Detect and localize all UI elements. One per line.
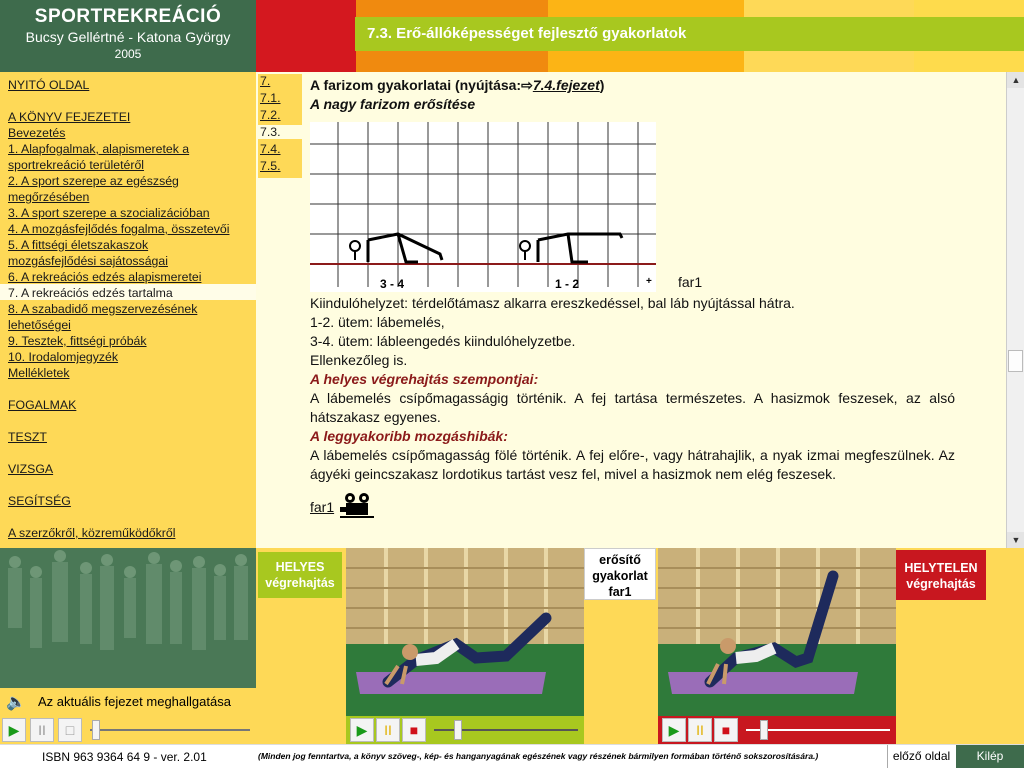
svg-text:+: +	[646, 276, 652, 287]
audio-label: Az aktuális fejezet meghallgatása	[38, 694, 231, 709]
brand-panel	[0, 0, 256, 72]
subnav-link-7-1[interactable]: 7.1.	[260, 91, 281, 105]
content-scrollbar[interactable]	[1006, 72, 1024, 548]
subchapter-navigation	[256, 72, 304, 548]
copyright-notice: (Minden jog fenntartva, a könyv szöveg-, kép- és hanganyagának egészének vagy részének bármilyen formában történő sokszorosítására.)	[258, 751, 819, 761]
speaker-icon[interactable]: 🔈	[6, 694, 26, 711]
audio-progress-handle[interactable]	[92, 720, 100, 740]
leftnav-item[interactable]: Mellékletek	[8, 366, 70, 380]
video2-progress-handle[interactable]	[760, 720, 768, 740]
leftnav-item[interactable]: TESZT	[8, 430, 47, 444]
audio-play-icon[interactable]: ▶	[2, 718, 26, 742]
figure-caption: far1	[678, 274, 703, 290]
isbn: ISBN 963 9364 64 9 - ver. 2.01	[42, 750, 207, 764]
authors: Bucsy Gellértné - Katona György	[25, 29, 231, 45]
leftnav-item[interactable]: SEGÍTSÉG	[8, 494, 71, 508]
audio-stop-icon[interactable]: □	[58, 718, 82, 742]
leftnav-item[interactable]: 6. A rekreációs edzés alapismeretei	[8, 270, 202, 284]
video1-controls	[346, 716, 584, 744]
previous-page-button[interactable]: előző oldal	[887, 745, 955, 768]
figure-label-1-2: 1 - 2	[555, 277, 580, 291]
video1-progress-handle[interactable]	[454, 720, 462, 740]
leftnav-item[interactable]: 4. A mozgásfejlődés fogalma, összetevői	[8, 222, 230, 236]
subnav-link-7-5[interactable]: 7.5.	[260, 159, 281, 173]
mistakes-text: A lábemelés csípőmagasság fölé történik. A fej előre-, vagy hátrahajlik, a nyak izmai megfeszülnek. Az ágyéki geincszakasz lordotikus tartást vesz fel, mivel a hasizmok nem elég feszesek.	[310, 447, 955, 482]
leftnav-item-active: 7. A rekreációs edzés tartalma	[8, 286, 173, 300]
leftnav-item[interactable]: megőrzésében	[8, 190, 90, 204]
video2-play-icon[interactable]: ▶	[662, 718, 686, 742]
video-link-far1[interactable]: far1	[310, 499, 335, 515]
audio-panel	[0, 688, 256, 716]
exercise-label: erősítő gyakorlat far1	[584, 548, 656, 600]
video2-controls	[658, 716, 896, 744]
leftnav-item[interactable]: 5. A fittségi életszakaszok	[8, 238, 149, 252]
content-line-3: 3-4. ütem: lábleengedés kiindulóhelyzetbe.	[310, 333, 576, 349]
mistakes-heading: A leggyakoribb mozgáshibák:	[310, 428, 508, 444]
leftnav-item[interactable]: 2. A sport szerepe az egészség	[8, 174, 179, 188]
leftnav-item[interactable]: A KÖNYV FEJEZETEI	[8, 110, 131, 124]
correct-execution-label: HELYES végrehajtás	[258, 552, 342, 598]
section-subheading: A nagy farizom erősítése	[310, 96, 476, 112]
leftnav-item[interactable]: NYITÓ OLDAL	[8, 78, 90, 92]
video1-play-icon[interactable]: ▶	[350, 718, 374, 742]
leftnav-item[interactable]: Bevezetés	[8, 126, 66, 140]
content-pane	[304, 72, 1006, 548]
leftnav-item[interactable]: sportrekreáció területéről	[8, 158, 145, 172]
content-line-2: 1-2. ütem: lábemelés,	[310, 314, 445, 330]
leftnav-item[interactable]: 1. Alapfogalmak, alapismeretek a	[8, 142, 190, 156]
subnav-link-7-4[interactable]: 7.4.	[260, 142, 281, 156]
video2-stop-icon[interactable]: ■	[714, 718, 738, 742]
figure-label-3-4: 3 - 4	[380, 277, 405, 291]
video1-stop-icon[interactable]: ■	[402, 718, 426, 742]
subnav-current-7-3: 7.3.	[258, 125, 302, 139]
subnav-link-7-2[interactable]: 7.2.	[260, 108, 281, 122]
correct-text: A lábemelés csípőmagasságig történik. A fej tartása természetes. A hasizmok feszesek, az alsó hátszakasz egyenes.	[310, 390, 955, 425]
left-navigation	[0, 72, 256, 548]
year: 2005	[114, 47, 142, 61]
chapter-7-4-link[interactable]: 7.4.fejezet	[532, 77, 600, 93]
leftnav-item[interactable]: A szerzőkről, közreműködőkről	[8, 526, 176, 540]
crowd-photo	[0, 548, 256, 688]
leftnav-item[interactable]: FOGALMAK	[8, 398, 77, 412]
correct-heading: A helyes végrehajtás szempontjai:	[310, 371, 539, 387]
video1-pause-icon[interactable]: II	[376, 718, 400, 742]
audio-controls	[0, 716, 256, 744]
exercise-figure	[310, 122, 656, 292]
leftnav-item[interactable]: 9. Tesztek, fittségi próbák	[8, 334, 147, 348]
video-area	[256, 548, 1024, 744]
arrow-icon: ⇨	[521, 77, 533, 93]
section-heading: A farizom gyakorlatai (nyújtása:⇨7.4.fejezet)	[310, 77, 605, 93]
wrong-execution-label: HELYTELEN végrehajtás	[896, 550, 986, 600]
audio-progress-track[interactable]	[90, 729, 250, 731]
projector-icon[interactable]	[340, 492, 374, 518]
leftnav-item[interactable]: 10. Irodalomjegyzék	[8, 350, 119, 364]
app-title: SPORTREKREÁCIÓ	[34, 6, 222, 27]
exit-button[interactable]: Kilép	[956, 745, 1024, 768]
audio-pause-icon[interactable]: II	[30, 718, 54, 742]
content-line-1: Kiindulóhelyzet: térdelőtámasz alkarra ereszkedéssel, bal láb nyújtással hátra.	[310, 295, 795, 311]
leftnav-item[interactable]: lehetőségei	[8, 318, 71, 332]
scroll-down-button[interactable]: ▼	[1007, 532, 1024, 548]
leftnav-item[interactable]: 3. A sport szerepe a szocializációban	[8, 206, 210, 220]
footer	[0, 744, 1024, 768]
video2-pause-icon[interactable]: II	[688, 718, 712, 742]
subnav-link-7[interactable]: 7.	[260, 74, 271, 88]
content-line-4: Ellenkezőleg is.	[310, 352, 408, 368]
correct-execution-video[interactable]	[346, 548, 584, 716]
leftnav-item[interactable]: mozgásfejlődési sajátosságai	[8, 254, 168, 268]
chapter-title: 7.3. Erő-állóképességet fejlesztő gyakorlatok	[355, 17, 1024, 51]
scroll-thumb[interactable]	[1008, 350, 1023, 372]
leftnav-item[interactable]: VIZSGA	[8, 462, 54, 476]
leftnav-item[interactable]: 8. A szabadidő megszervezésének	[8, 302, 198, 316]
wrong-execution-video[interactable]	[658, 548, 896, 716]
scroll-up-button[interactable]: ▲	[1007, 72, 1024, 88]
